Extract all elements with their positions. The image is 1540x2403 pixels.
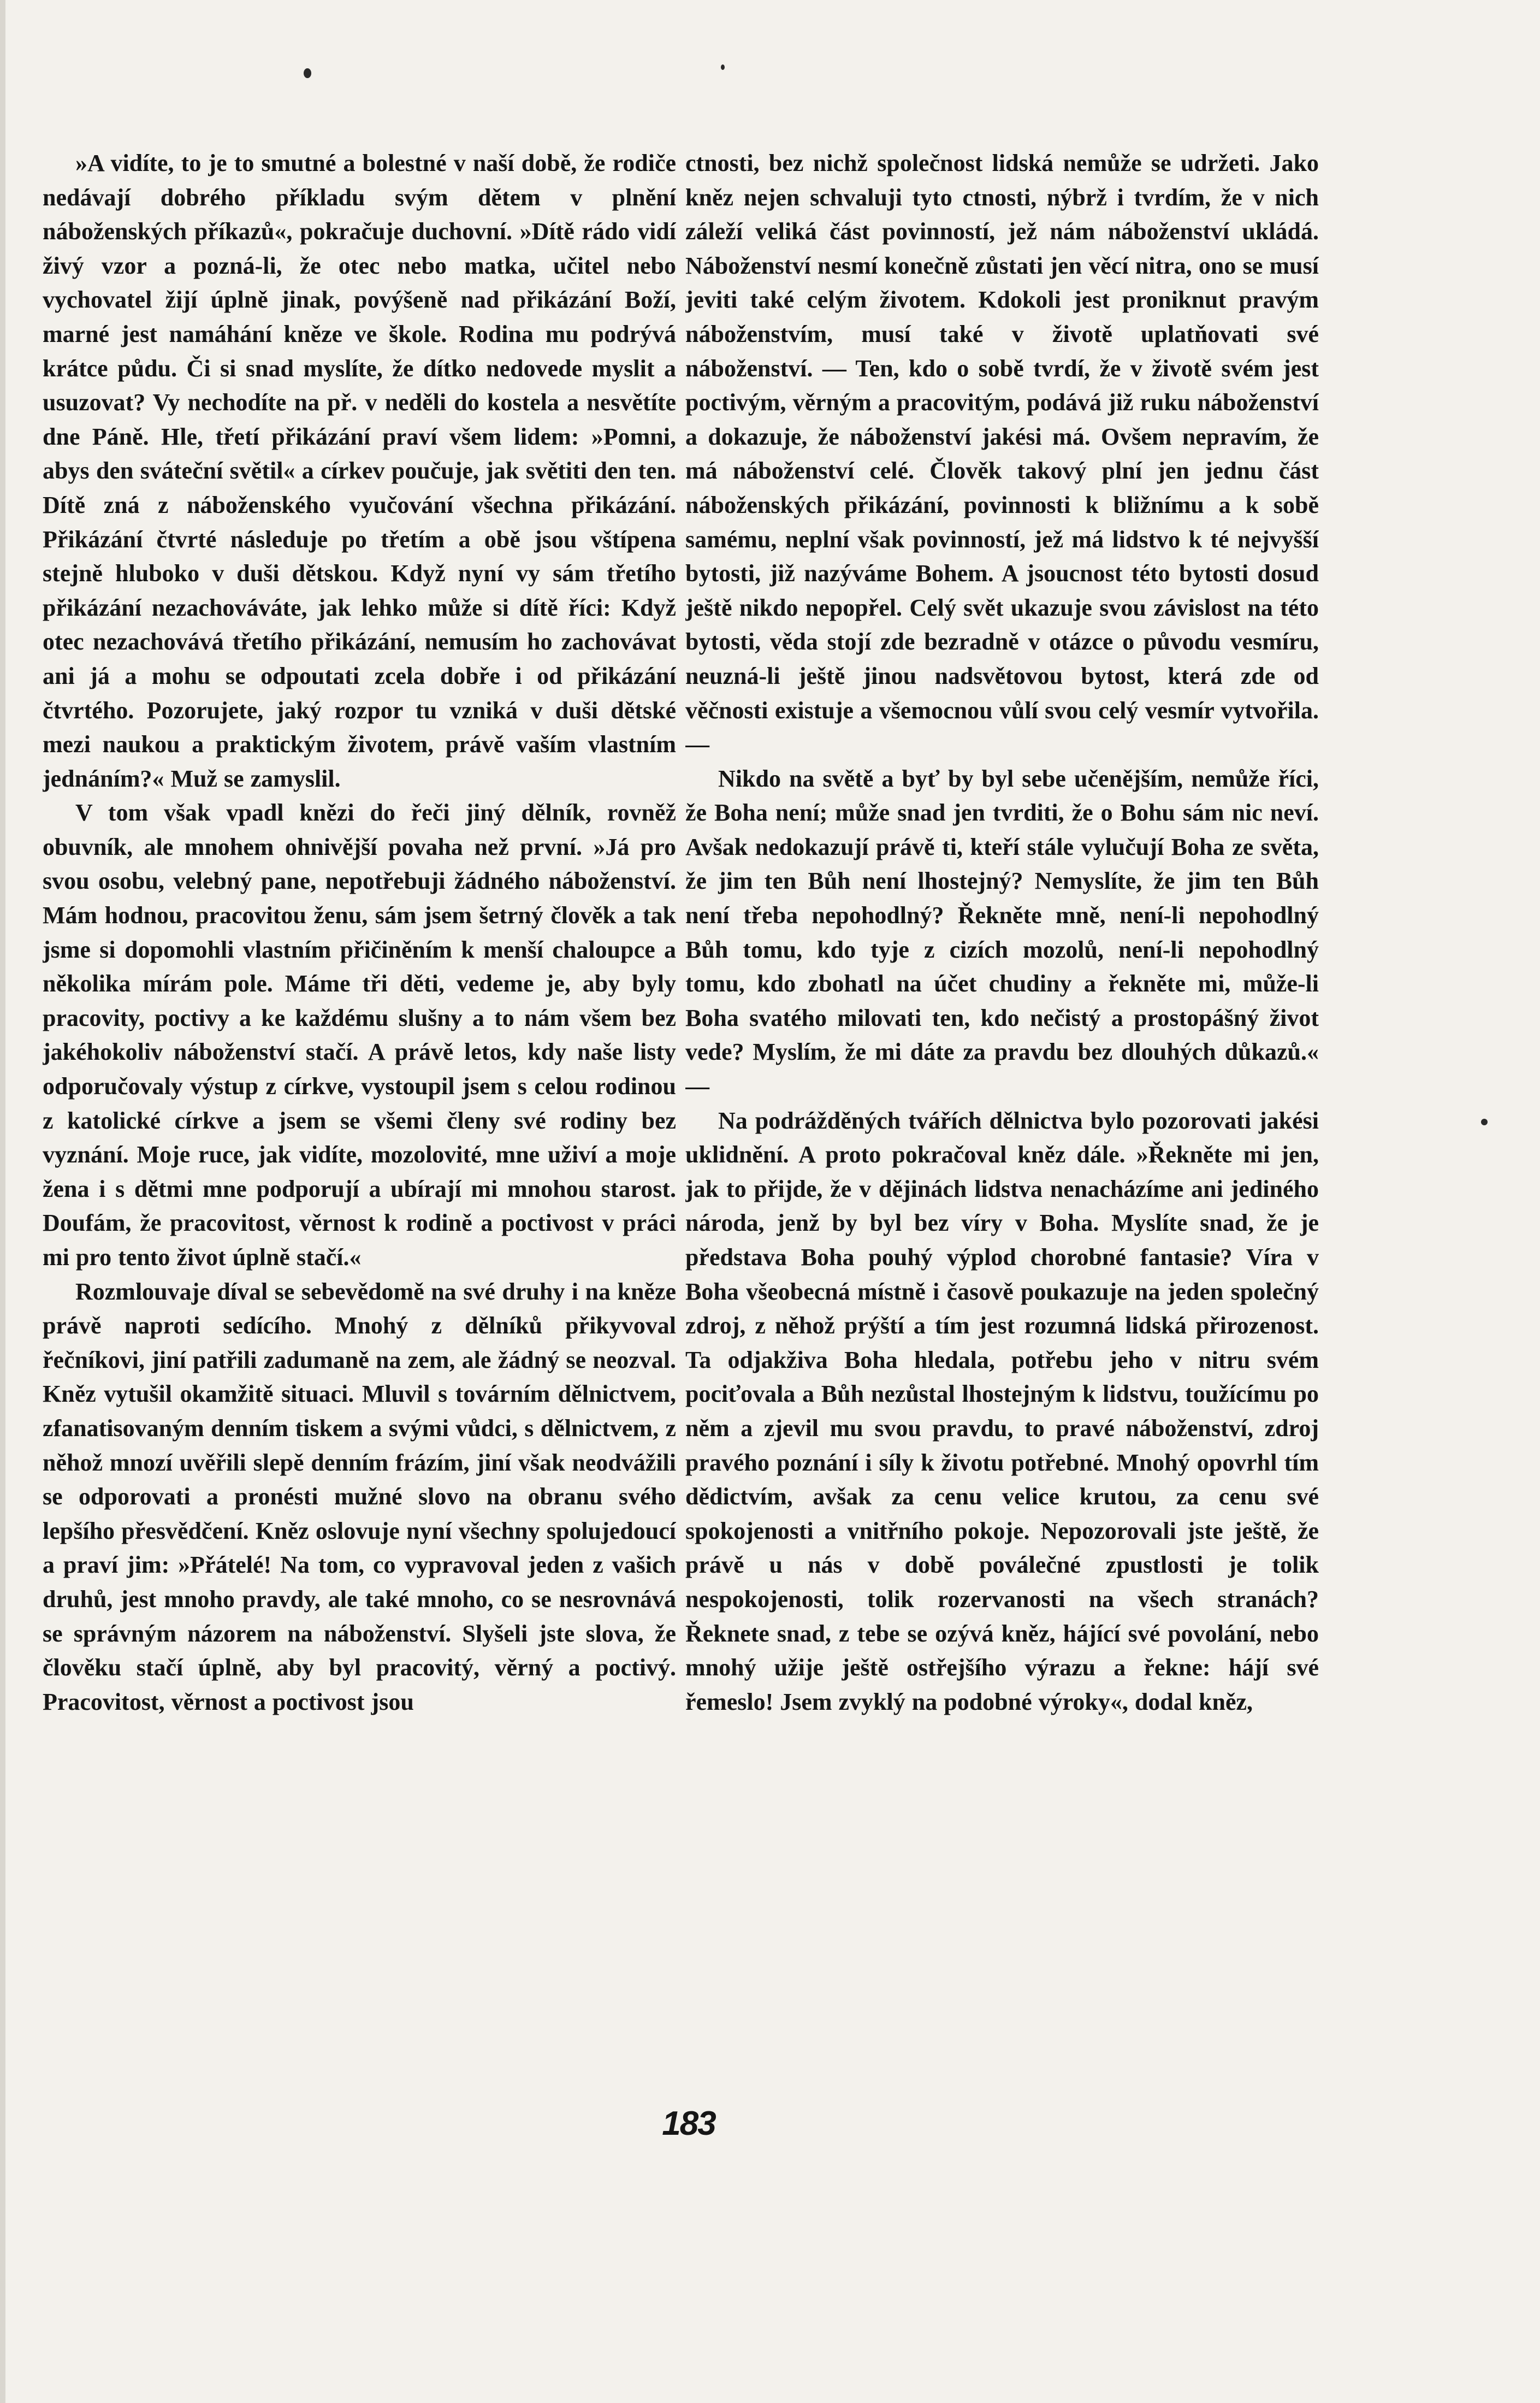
scan-speck — [721, 64, 725, 70]
scan-speck — [304, 68, 311, 78]
paragraph: Nikdo na světě a byť by byl sebe učenějším, nemůže říci, že Boha není; může snad jen tvrditi, že o Bohu sám nic neví. Avšak nedokazují právě ti, kteří stále vylučují Boha ze světa, že jim ten Bůh není lhostejný? Nemyslíte, že jim ten Bůh není třeba nepohodlný? Řekněte mně, není-li nepohodlný Bůh tomu, kdo tyje z cizích mozolů, není-li nepohodlný tomu, kdo zbohatl na účet chudiny a řekněte mi, může-li Boha svatého milovati ten, kdo nečistý a prostopášný život vede? Myslím, že mi dáte za pravdu bez dlouhých důkazů.« — — [685, 765, 1319, 1100]
right-column — [685, 146, 1319, 2069]
paragraph-continued: ctnosti, bez nichž společnost lidská nemůže se udržeti. Jako kněz nejen schvaluji tyto ctnosti, nýbrž i tvrdím, že v nich záleží veliká část povinností, jež nám náboženství ukládá. Náboženství nesmí konečně zůstati jen věcí nitra, ono se musí jeviti také celým životem. Kdokoli jest proniknut pravým náboženstvím, musí také v životě uplatňovati své náboženství. — Ten, kdo o sobě tvrdí, že v životě svém jest poctivým, věrným a pracovitým, podává již ruku náboženství a dokazuje, že náboženství jakési má. Ovšem nepravím, že má náboženství celé. Člověk takový plní jen jednu část náboženských přikázání, povinnosti k bližnímu a k sobě samému, neplní však povinností, jež má lidstvo k té nejvyšší bytosti, již nazýváme Bohem. A jsoucnost této bytosti dosud ještě nikdo nepopřel. Celý svět ukazuje svou závislost na této bytosti, věda stojí zde bezradně v otázce o původu vesmíru, neuzná-li ještě jinou nadsvětovou bytost, která zde od věčnosti existuje a všemocnou vůlí svou celý vesmír vytvořila. — — [685, 150, 1319, 758]
scan-speck — [1481, 1119, 1488, 1125]
paragraph: »A vidíte, to je to smutné a bolestné v naší době, že rodiče nedávají dobrého příkladu svým dětem v plnění náboženských příkazů«, pokračuje duchovní. »Dítě rádo vidí živý vzor a pozná-li, že otec nebo matka, učitel nebo vychovatel žijí úplně jinak, povýšeně nad přikázání Boží, marné jest namáhání kněze ve škole. Rodina mu podrývá krátce půdu. Či si snad myslíte, že dítko nedovede myslit a usuzovat? Vy nechodíte na př. v neděli do kostela a nesvětíte dne Páně. Hle, třetí přikázání praví všem lidem: »Pomni, abys den sváteční světil« a církev poučuje, jak světiti den ten. Dítě zná z náboženského vyučování všechna přikázání. Přikázání čtvrté následuje po třetím a obě jsou vštípena stejně hluboko v duši dětskou. Když nyní vy sám třetího přikázání nezachováváte, jak lehko může si dítě říci: Když otec nezachovává třetího přikázání, nemusím ho zachovávat ani já a mohu se odpoutati zcela dobře i od přikázání čtvrtého. Pozorujete, jaký rozpor tu vzniká v duši dětské mezi naukou a praktickým životem, právě vaším vlastním jednáním?« Muž se zamyslil. — [43, 150, 676, 792]
left-column — [43, 146, 676, 2069]
paragraph: V tom však vpadl knězi do řeči jiný dělník, rovněž obuvník, ale mnohem ohnivější povaha než první. »Já pro svou osobu, velebný pane, nepotřebuji žádného náboženství. Mám hodnou, pracovitou ženu, sám jsem šetrný člověk a tak jsme si dopomohli vlastním přičiněním k menší chaloupce a několika mírám pole. Máme tři děti, vedeme je, aby byly pracovity, poctivy a ke každému slušny a to nám všem bez jakéhokoliv náboženství stačí. A právě letos, kdy naše listy odporučovaly výstup z církve, vystoupil jsem s celou rodinou z katolické církve a jsem se všemi členy své rodiny bez vyznání. Moje ruce, jak vidíte, mozolovité, mne uživí a moje žena i s dětmi mne podporují a ubírají mi mnohou starost. Doufám, že pracovitost, věrnost k rodině a poctivost v práci mi pro tento život úplně stačí.« — [43, 799, 676, 1271]
scan-page-edge — [0, 0, 5, 2403]
paragraph: Rozmlouvaje díval se sebevědomě na své druhy i na kněze právě naproti sedícího. Mnohý z dělníků přikyvoval řečníkovi, jiní patřili zadumaně na zem, ale žádný se neozval. Kněz vytušil okamžitě situaci. Mluvil s továrním dělnictvem, zfanatisovaným denním tiskem a svými vůdci, s dělnictvem, z něhož mnozí uvěřili slepě denním frázím, jiní však neodvážili se odporovati a pronésti mužné slovo na obranu svého lepšího přesvědčení. Kněz oslovuje nyní všechny spolujedoucí a praví jim: »Přátelé! Na tom, co vypravoval jeden z vašich druhů, jest mnoho pravdy, ale také mnoho, co se nesrovnává se správným názorem na náboženství. Slyšeli jste slova, že člověku stačí úplně, aby byl pracovitý, věrný a poctivý. Pracovitost, věrnost a poctivost jsou — [43, 1278, 676, 1715]
page-number: 183 — [662, 2105, 715, 2142]
paragraph: Na podrážděných tvářích dělnictva bylo pozorovati jakési uklidnění. A proto pokračoval kněz dále. »Řekněte mi jen, jak to přijde, že v dějinách lidstva nenacházíme ani jediného národa, jenž by byl bez víry v Boha. Myslíte snad, že je představa Boha pouhý výplod chorobné fantasie? Víra v Boha všeobecná místně i časově poukazuje na jeden společný zdroj, z něhož prýští a tím jest rozumná lidská přirozenost. Ta odjakživa Boha hledala, potřebu jeho v nitru svém pociťovala a Bůh nezůstal lhostejným k lidstvu, toužícímu po něm a zjevil mu svou pravdu, to pravé náboženství, zdroj pravého poznání i síly k životu potřebné. Mnohý opovrhl tím dědictvím, avšak za cenu velice krutou, za cenu své spokojenosti a vnitřního pokoje. Nepozorovali jste ještě, že právě u nás v době poválečné zpustlosti je tolik nespokojenosti, tolik rozervanosti na všech stranách? Řeknete snad, z tebe se ozývá kněz, hájící své povolání, nebo mnohý užije ještě ostřejšího výrazu a řekne: hájí své řemeslo! Jsem zvyklý na podobné výroky«, dodal kněz, — [685, 1107, 1319, 1715]
